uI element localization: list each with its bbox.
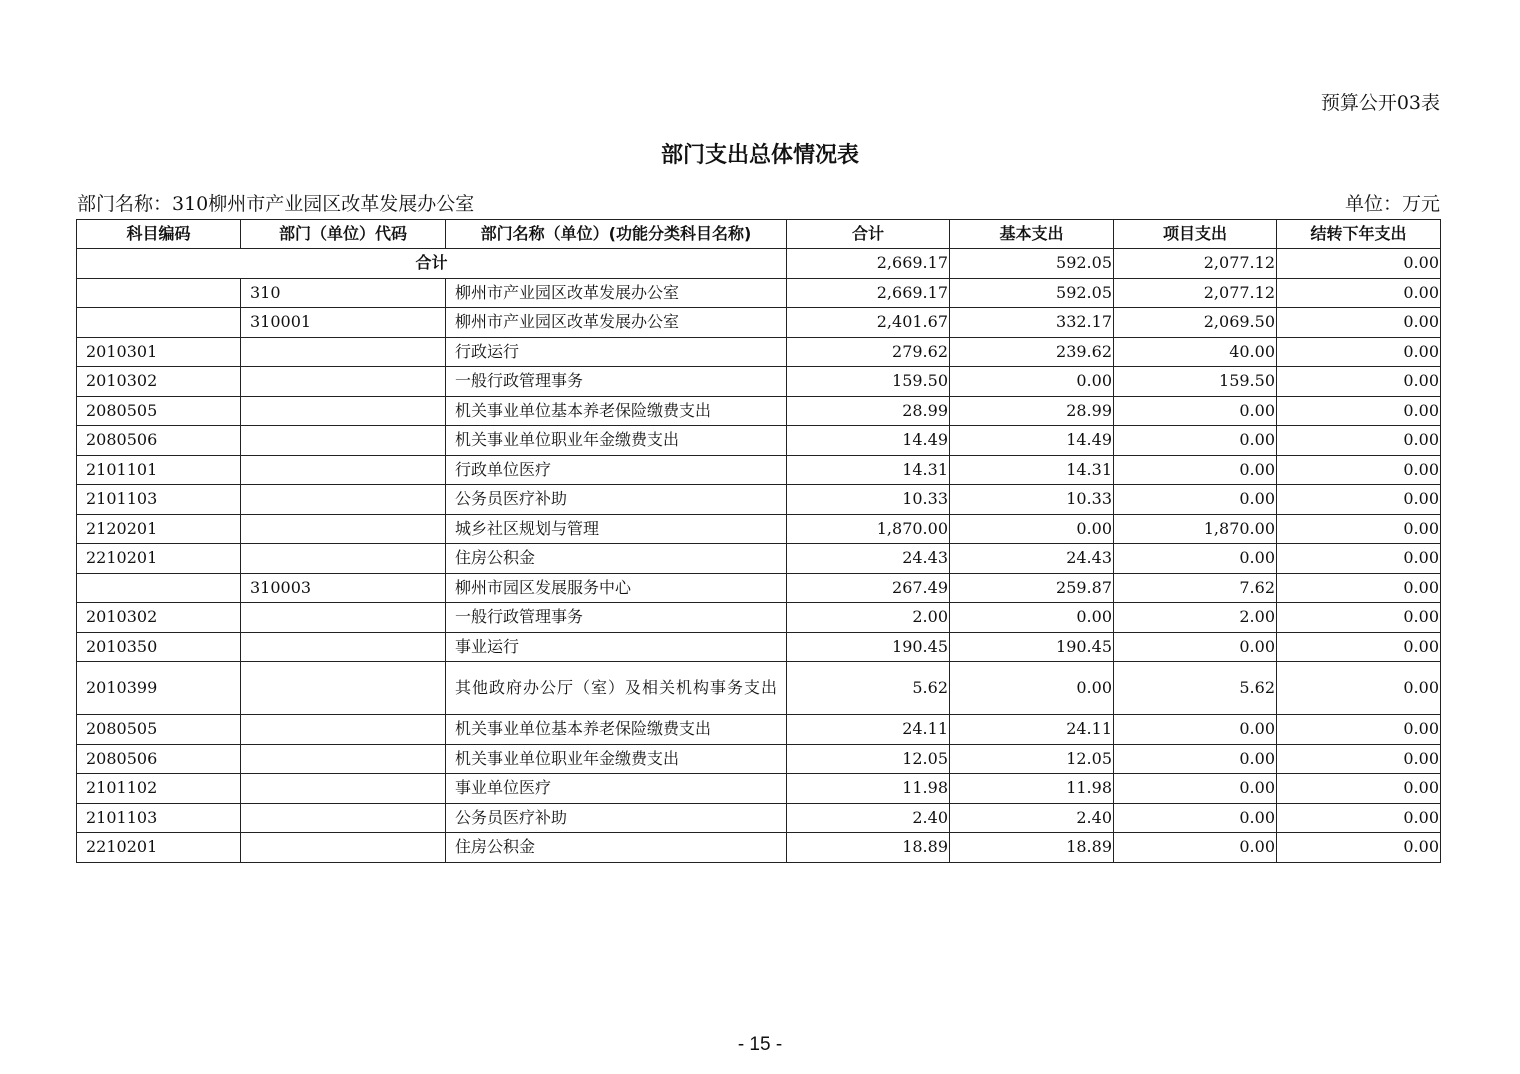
cell-project: 0.00 [1114, 455, 1277, 485]
header-row [77, 220, 1441, 249]
cell-basic: 10.33 [950, 485, 1114, 515]
total-project: 2,077.12 [1114, 249, 1277, 279]
cell-carry: 0.00 [1277, 485, 1441, 515]
cell-carry: 0.00 [1277, 603, 1441, 633]
cell-total: 267.49 [787, 573, 950, 603]
cell-carry: 0.00 [1277, 514, 1441, 544]
cell-dept-code [241, 715, 446, 745]
cell-dept-code: 310003 [241, 573, 446, 603]
cell-basic: 190.45 [950, 632, 1114, 662]
cell-project: 159.50 [1114, 367, 1277, 397]
cell-dept-code [241, 485, 446, 515]
cell-dept-name: 机关事业单位基本养老保险缴费支出 [446, 715, 787, 745]
cell-carry: 0.00 [1277, 308, 1441, 338]
cell-dept-name: 城乡社区规划与管理 [446, 514, 787, 544]
header-basic: 基本支出 [950, 220, 1114, 249]
header-total: 合计 [787, 220, 950, 249]
cell-total: 190.45 [787, 632, 950, 662]
cell-project: 0.00 [1114, 632, 1277, 662]
cell-basic: 2.40 [950, 803, 1114, 833]
cell-dept-code [241, 662, 446, 715]
cell-carry: 0.00 [1277, 632, 1441, 662]
cell-project: 0.00 [1114, 426, 1277, 456]
table-row [77, 278, 1441, 308]
cell-subject-code: 2210201 [77, 544, 241, 574]
table-row [77, 308, 1441, 338]
table-row [77, 426, 1441, 456]
cell-basic: 0.00 [950, 367, 1114, 397]
cell-dept-code [241, 367, 446, 397]
cell-dept-code [241, 744, 446, 774]
cell-subject-code [77, 573, 241, 603]
cell-total: 5.62 [787, 662, 950, 715]
department-name: 部门名称：310柳州市产业园区改革发展办公室 [77, 193, 475, 215]
cell-carry: 0.00 [1277, 426, 1441, 456]
cell-dept-code [241, 396, 446, 426]
table-row [77, 337, 1441, 367]
cell-carry: 0.00 [1277, 833, 1441, 863]
cell-basic: 11.98 [950, 774, 1114, 804]
cell-dept-name: 住房公积金 [446, 544, 787, 574]
cell-basic: 12.05 [950, 744, 1114, 774]
cell-project: 1,870.00 [1114, 514, 1277, 544]
cell-carry: 0.00 [1277, 396, 1441, 426]
cell-carry: 0.00 [1277, 803, 1441, 833]
cell-project: 40.00 [1114, 337, 1277, 367]
table-row [77, 632, 1441, 662]
cell-dept-code: 310 [241, 278, 446, 308]
cell-subject-code: 2120201 [77, 514, 241, 544]
page-title: 部门支出总体情况表 [660, 143, 859, 168]
cell-dept-code [241, 833, 446, 863]
total-basic: 592.05 [950, 249, 1114, 279]
cell-total: 28.99 [787, 396, 950, 426]
cell-total: 14.31 [787, 455, 950, 485]
form-number: 预算公开03表 [1320, 92, 1440, 114]
cell-carry: 0.00 [1277, 337, 1441, 367]
cell-dept-code [241, 544, 446, 574]
header-subject-code: 科目编码 [77, 220, 241, 249]
cell-subject-code: 2101101 [77, 455, 241, 485]
cell-subject-code: 2010302 [77, 603, 241, 633]
table-row [77, 573, 1441, 603]
header-carry: 结转下年支出 [1277, 220, 1441, 249]
cell-dept-code [241, 455, 446, 485]
cell-basic: 259.87 [950, 573, 1114, 603]
cell-total: 2,669.17 [787, 278, 950, 308]
table-row [77, 744, 1441, 774]
cell-dept-name: 住房公积金 [446, 833, 787, 863]
cell-dept-code [241, 337, 446, 367]
cell-total: 18.89 [787, 833, 950, 863]
cell-basic: 24.43 [950, 544, 1114, 574]
cell-subject-code: 2010350 [77, 632, 241, 662]
cell-subject-code: 2101103 [77, 803, 241, 833]
table-row [77, 485, 1441, 515]
cell-subject-code: 2010399 [77, 662, 241, 715]
cell-project: 2,077.12 [1114, 278, 1277, 308]
page-number: - 15 - [737, 1034, 783, 1055]
cell-project: 2,069.50 [1114, 308, 1277, 338]
cell-dept-code: 310001 [241, 308, 446, 338]
cell-project: 0.00 [1114, 715, 1277, 745]
cell-project: 0.00 [1114, 544, 1277, 574]
table-body [77, 278, 1441, 862]
cell-carry: 0.00 [1277, 715, 1441, 745]
table-row [77, 715, 1441, 745]
total-carry: 0.00 [1277, 249, 1441, 279]
cell-dept-code [241, 603, 446, 633]
cell-subject-code: 2101102 [77, 774, 241, 804]
cell-basic: 18.89 [950, 833, 1114, 863]
cell-carry: 0.00 [1277, 278, 1441, 308]
header-project: 项目支出 [1114, 220, 1277, 249]
header-dept-code: 部门（单位）代码 [241, 220, 446, 249]
cell-carry: 0.00 [1277, 544, 1441, 574]
cell-dept-name: 公务员医疗补助 [446, 485, 787, 515]
cell-dept-code [241, 514, 446, 544]
table-row [77, 455, 1441, 485]
cell-dept-code [241, 774, 446, 804]
cell-basic: 592.05 [950, 278, 1114, 308]
cell-basic: 24.11 [950, 715, 1114, 745]
cell-dept-name: 行政单位医疗 [446, 455, 787, 485]
cell-dept-code [241, 632, 446, 662]
cell-basic: 28.99 [950, 396, 1114, 426]
cell-subject-code: 2080506 [77, 426, 241, 456]
table-row [77, 514, 1441, 544]
table-row [77, 544, 1441, 574]
total-label: 合计 [77, 249, 787, 279]
table-row [77, 396, 1441, 426]
cell-subject-code: 2010301 [77, 337, 241, 367]
table-row [77, 603, 1441, 633]
header-dept-name: 部门名称（单位）(功能分类科目名称) [446, 220, 787, 249]
cell-project: 0.00 [1114, 803, 1277, 833]
cell-dept-name: 一般行政管理事务 [446, 603, 787, 633]
cell-total: 2.00 [787, 603, 950, 633]
cell-carry: 0.00 [1277, 573, 1441, 603]
cell-project: 0.00 [1114, 833, 1277, 863]
cell-dept-name: 机关事业单位职业年金缴费支出 [446, 744, 787, 774]
expenditure-table [76, 219, 1441, 863]
cell-carry: 0.00 [1277, 744, 1441, 774]
cell-dept-name: 行政运行 [446, 337, 787, 367]
cell-subject-code: 2210201 [77, 833, 241, 863]
table-row [77, 833, 1441, 863]
cell-dept-name: 其他政府办公厅（室）及相关机构事务支出 [446, 662, 787, 715]
cell-carry: 0.00 [1277, 774, 1441, 804]
cell-carry: 0.00 [1277, 662, 1441, 715]
cell-project: 0.00 [1114, 744, 1277, 774]
cell-subject-code: 2080505 [77, 396, 241, 426]
total-sum: 2,669.17 [787, 249, 950, 279]
cell-subject-code: 2010302 [77, 367, 241, 397]
total-row [77, 249, 1441, 279]
cell-dept-name: 一般行政管理事务 [446, 367, 787, 397]
cell-basic: 14.49 [950, 426, 1114, 456]
cell-total: 1,870.00 [787, 514, 950, 544]
cell-dept-name: 机关事业单位基本养老保险缴费支出 [446, 396, 787, 426]
cell-dept-name: 公务员医疗补助 [446, 803, 787, 833]
cell-basic: 0.00 [950, 662, 1114, 715]
table-row [77, 367, 1441, 397]
cell-dept-name: 事业运行 [446, 632, 787, 662]
cell-dept-name: 柳州市产业园区改革发展办公室 [446, 278, 787, 308]
cell-subject-code [77, 278, 241, 308]
cell-dept-name: 机关事业单位职业年金缴费支出 [446, 426, 787, 456]
cell-subject-code [77, 308, 241, 338]
cell-total: 159.50 [787, 367, 950, 397]
cell-dept-name: 柳州市产业园区改革发展办公室 [446, 308, 787, 338]
cell-dept-code [241, 803, 446, 833]
cell-dept-name: 柳州市园区发展服务中心 [446, 573, 787, 603]
cell-subject-code: 2080506 [77, 744, 241, 774]
cell-total: 24.11 [787, 715, 950, 745]
cell-total: 24.43 [787, 544, 950, 574]
cell-total: 2,401.67 [787, 308, 950, 338]
cell-subject-code: 2080505 [77, 715, 241, 745]
cell-project: 5.62 [1114, 662, 1277, 715]
cell-total: 11.98 [787, 774, 950, 804]
cell-carry: 0.00 [1277, 367, 1441, 397]
cell-total: 10.33 [787, 485, 950, 515]
unit-label: 单位：万元 [1344, 193, 1440, 215]
table-row [77, 803, 1441, 833]
cell-dept-name: 事业单位医疗 [446, 774, 787, 804]
cell-basic: 0.00 [950, 603, 1114, 633]
cell-project: 2.00 [1114, 603, 1277, 633]
cell-project: 0.00 [1114, 485, 1277, 515]
cell-total: 14.49 [787, 426, 950, 456]
cell-project: 0.00 [1114, 396, 1277, 426]
table-row [77, 662, 1441, 715]
cell-carry: 0.00 [1277, 455, 1441, 485]
cell-basic: 332.17 [950, 308, 1114, 338]
cell-dept-code [241, 426, 446, 456]
cell-total: 12.05 [787, 744, 950, 774]
cell-project: 0.00 [1114, 774, 1277, 804]
cell-total: 279.62 [787, 337, 950, 367]
cell-total: 2.40 [787, 803, 950, 833]
table-row [77, 774, 1441, 804]
cell-basic: 239.62 [950, 337, 1114, 367]
cell-project: 7.62 [1114, 573, 1277, 603]
cell-basic: 14.31 [950, 455, 1114, 485]
cell-basic: 0.00 [950, 514, 1114, 544]
cell-subject-code: 2101103 [77, 485, 241, 515]
